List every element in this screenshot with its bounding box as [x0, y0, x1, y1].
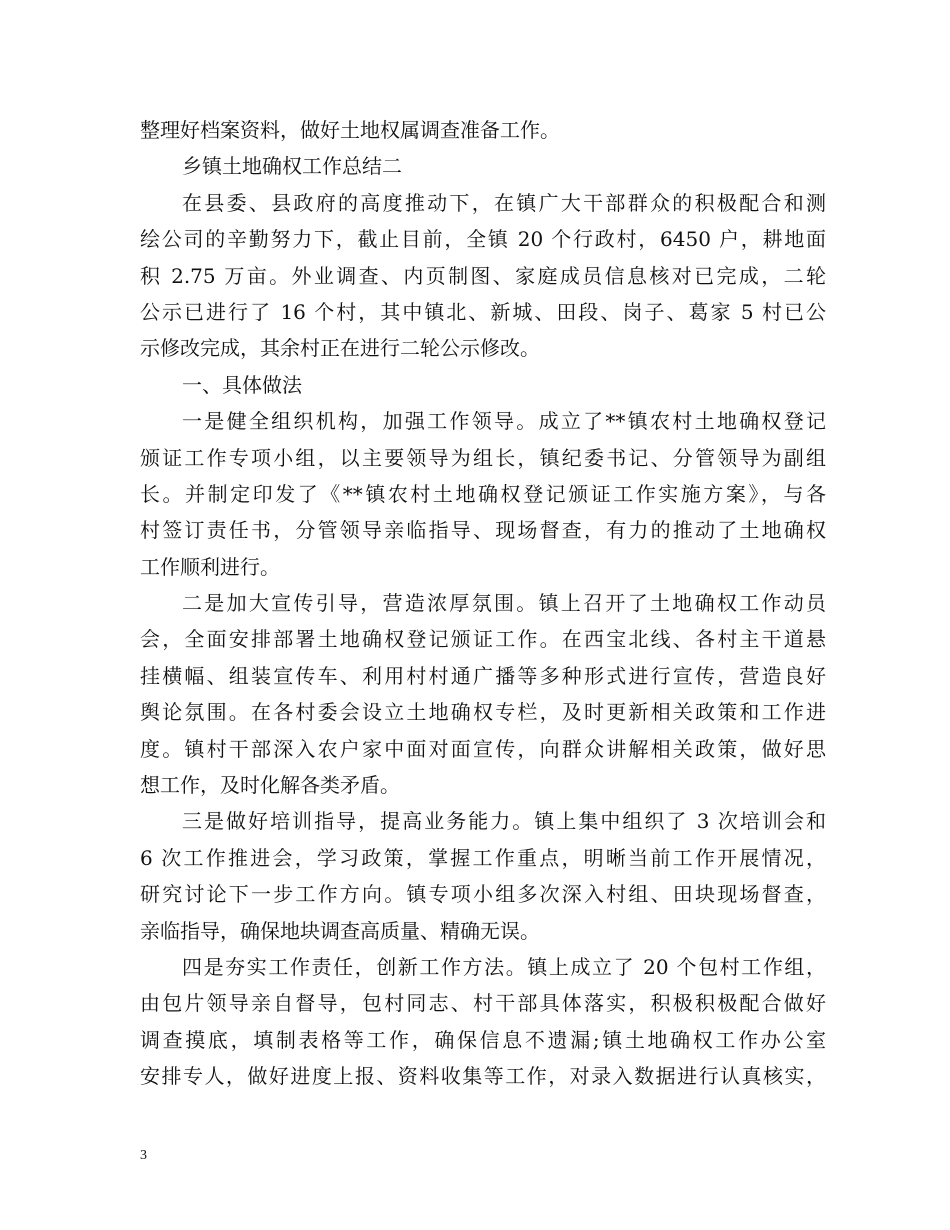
text-line: 示修改完成，其余村正在进行二轮公示修改。: [140, 336, 540, 361]
text-line: 绘公司的辛勤努力下，截止目前，全镇 20 个行政村，6450 户，耕地面: [140, 227, 826, 252]
text-line: 在县委、县政府的高度推动下，在镇广大干部群众的积极配合和测: [182, 190, 826, 215]
text-line: 研究讨论下一步工作方向。镇专项小组多次深入村组、田块现场督查，: [140, 882, 826, 907]
text-line: 工作顺利进行。: [140, 554, 280, 579]
text-line: 三是做好培训指导，提高业务能力。镇上集中组织了 3 次培训会和: [182, 809, 826, 834]
text-line: 亲临指导，确保地块调查高质量、精确无误。: [140, 918, 540, 943]
text-line: 二是加大宣传引导，营造浓厚氛围。镇上召开了土地确权工作动员: [182, 591, 826, 616]
text-line: 整理好档案资料，做好土地权属调查准备工作。: [140, 118, 560, 142]
text-line: 调查摸底，填制表格等工作，确保信息不遗漏;镇土地确权工作办公室: [140, 1027, 826, 1052]
text-line: 积 2.75 万亩。外业调查、内页制图、家庭成员信息核对已完成，二轮: [140, 263, 826, 288]
text-line: 由包片领导亲自督导，包村同志、村干部具体落实，积极积极配合做好: [140, 991, 826, 1016]
text-line: 乡镇土地确权工作总结二: [182, 154, 402, 179]
text-line: 四是夯实工作责任，创新工作方法。镇上成立了 20 个包村工作组，: [182, 954, 826, 979]
text-line: 舆论氛围。在各村委会设立土地确权专栏，及时更新相关政策和工作进: [140, 700, 826, 725]
text-line: 会，全面安排部署土地确权登记颁证工作。在西宝北线、各村主干道悬: [140, 627, 826, 652]
page-number: 3: [140, 1148, 147, 1163]
text-line: 安排专人，做好进度上报、资料收集等工作，对录入数据进行认真核实，: [140, 1064, 826, 1089]
text-line: 度。镇村干部深入农户家中面对面宣传，向群众讲解相关政策，做好思: [140, 736, 826, 761]
document-body: [140, 112, 826, 1095]
text-line: 公示已进行了 16 个村，其中镇北、新城、田段、岗子、葛家 5 村已公: [140, 299, 826, 324]
text-line: 想工作，及时化解各类矛盾。: [140, 773, 400, 798]
text-line: 挂横幅、组装宣传车、利用村村通广播等多种形式进行宣传，营造良好: [140, 663, 826, 688]
text-line: 颁证工作专项小组，以主要领导为组长，镇纪委书记、分管领导为副组: [140, 445, 826, 470]
text-line: 一是健全组织机构，加强工作领导。成立了**镇农村土地确权登记: [182, 409, 826, 434]
text-line: 村签订责任书，分管领导亲临指导、现场督查，有力的推动了土地确权: [140, 518, 826, 543]
text-line: 6 次工作推进会，学习政策，掌握工作重点，明晰当前工作开展情况，: [140, 845, 826, 870]
text-line: 一、具体做法: [182, 372, 302, 397]
text-line: 长。并制定印发了《**镇农村土地确权登记颁证工作实施方案》，与各: [140, 481, 826, 506]
